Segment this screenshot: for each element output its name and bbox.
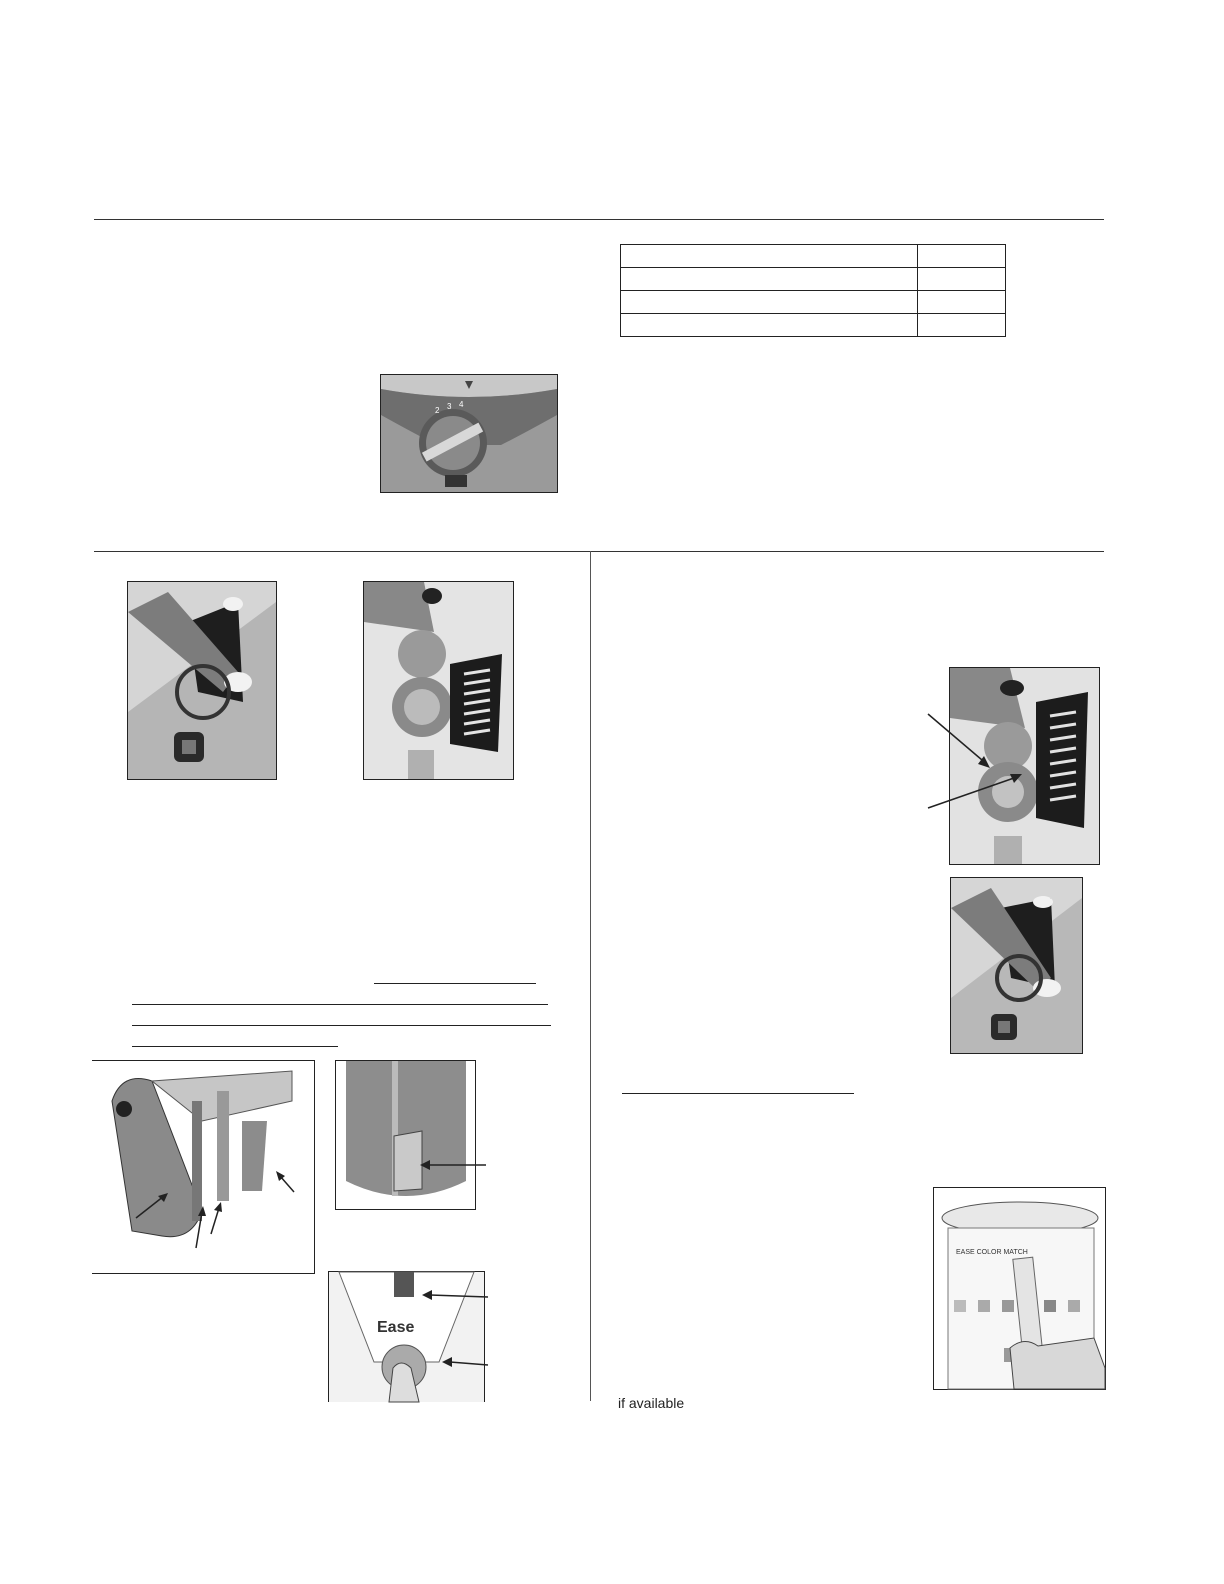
dial-number: 3 (447, 402, 452, 411)
arrow-icon (926, 712, 996, 772)
hand-icon (951, 878, 1082, 1053)
underline (132, 1025, 551, 1026)
lid-close-figure (950, 877, 1083, 1054)
settings-table (620, 244, 1006, 337)
arrow-icon (420, 1288, 490, 1304)
dial-number: 2 (435, 406, 440, 415)
column-divider (590, 551, 591, 1401)
test-strip-figure (933, 1187, 1106, 1390)
arrow-icon (418, 1156, 488, 1174)
lid-hands-figure (127, 581, 277, 780)
cartridge-slot-figure (335, 1060, 476, 1210)
top-rule (94, 219, 1104, 220)
test-strip-icon (934, 1188, 1105, 1389)
underline (374, 983, 536, 984)
filter-cartridge-icon (364, 582, 513, 779)
underline (132, 1004, 548, 1005)
underline (132, 1046, 338, 1047)
hand-icon (128, 582, 276, 779)
table-row (621, 314, 1006, 337)
section-rule (94, 551, 1104, 552)
arrow-icon (205, 1200, 229, 1236)
table-row (621, 245, 1006, 268)
test-strip-title: EASE COLOR MATCH (956, 1249, 1028, 1256)
arrow-icon (926, 770, 1026, 810)
arrow-icon (440, 1356, 490, 1372)
filter-cartridge-icon (336, 1061, 475, 1209)
table-row (621, 268, 1006, 291)
dial-icon (381, 375, 557, 492)
arrow-icon (134, 1190, 174, 1220)
dial-number: 4 (459, 400, 464, 409)
arrow-icon (272, 1168, 298, 1194)
brand-text: Ease (377, 1319, 415, 1336)
dial-figure (380, 374, 558, 493)
filter-removal-figure (363, 581, 514, 780)
table-row (621, 291, 1006, 314)
underline (622, 1093, 854, 1094)
footer-partial-text: if available (618, 1395, 685, 1411)
